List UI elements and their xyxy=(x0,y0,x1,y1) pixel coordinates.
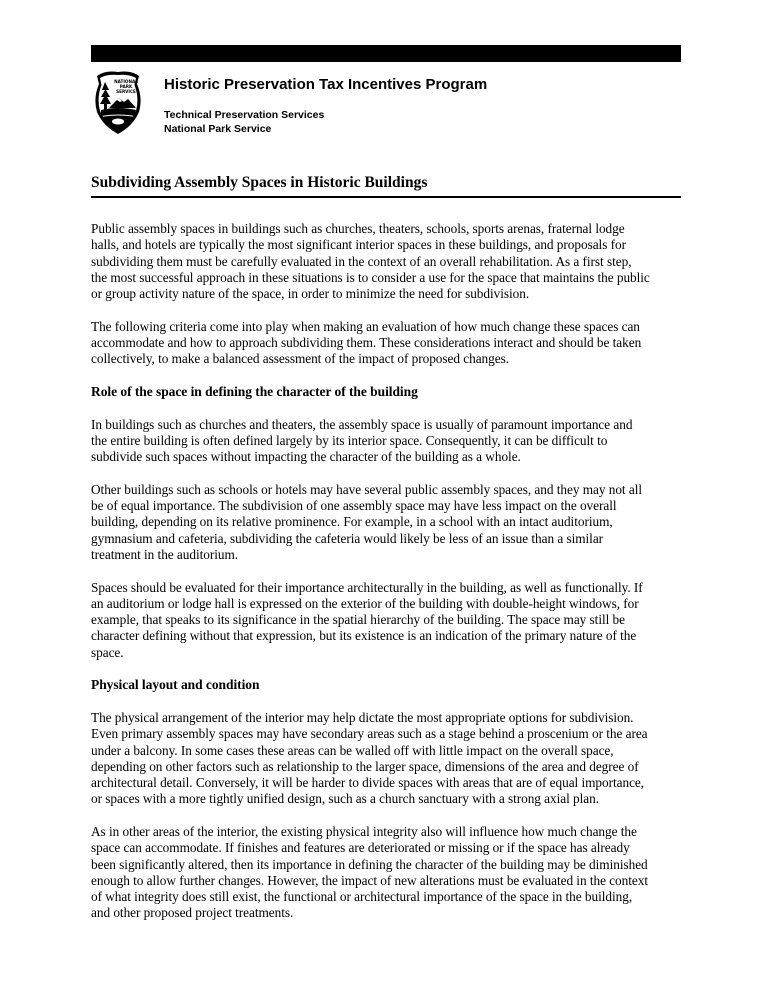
intro-paragraph-2 xyxy=(91,319,683,368)
text-line: under a balcony. In some cases these areas can be walled off with little impact on the overall space, xyxy=(91,742,614,758)
text-line: space can accommodate. If finishes and features are deteriorated or missing or if the space has already xyxy=(91,840,630,856)
svg-text:SERVICE: SERVICE xyxy=(116,89,136,94)
text-line: subdividing them must be carefully evaluated in the context of an overall rehabilitation. As a first step, xyxy=(91,253,632,269)
text-line: or group activity nature of the space, in order to minimize the need for subdivision. xyxy=(91,286,530,302)
nps-arrowhead-logo xyxy=(91,68,145,136)
text-line: The physical arrangement of the interior may help dictate the most appropriate options for subdivision. xyxy=(91,709,634,725)
text-line: gymnasium and cafeteria, subdividing the cafeteria would likely be less of an issue than a similar xyxy=(91,530,604,546)
text-line: space. xyxy=(91,644,124,660)
svg-text:PARK: PARK xyxy=(119,84,133,89)
text-line: Even primary assembly spaces may have secondary areas such as a stage behind a proscenium or the area xyxy=(91,726,648,742)
text-line: an auditorium or lodge hall is expressed on the exterior of the building with double-height windows, for xyxy=(91,595,639,611)
role-paragraph-1 xyxy=(91,417,683,466)
text-line: of what integrity does still exist, the functional or architectural importance of the space in the building, xyxy=(91,889,633,905)
text-line: the most successful approach in these situations is to consider a use for the space that maintains the public xyxy=(91,269,650,285)
role-paragraph-2 xyxy=(91,482,683,563)
text-line: Other buildings such as schools or hotels may have several public assembly spaces, and they may not all xyxy=(91,481,642,497)
text-line: In buildings such as churches and theaters, the assembly space is usually of paramount importance and xyxy=(91,416,633,432)
header-black-bar xyxy=(91,45,681,62)
role-paragraph-3 xyxy=(91,580,683,661)
text-line: architectural detail. Conversely, it will be harder to divide spaces with areas that are of equal importance, xyxy=(91,775,645,791)
text-line: As in other areas of the interior, the existing physical integrity also will influence how much change the xyxy=(91,823,637,839)
text-line: The following criteria come into play when making an evaluation of how much change these spaces can xyxy=(91,318,640,334)
layout-paragraph-1 xyxy=(91,710,683,808)
org-line-nps: National Park Service xyxy=(164,123,272,135)
title-divider xyxy=(91,196,681,198)
text-line: halls, and hotels are typically the most significant interior spaces in these buildings, and proposals for xyxy=(91,237,626,253)
text-line: and other proposed project treatments. xyxy=(91,905,294,921)
organization-block xyxy=(164,108,324,136)
text-line: collectively, to make a balanced assessment of the impact of proposed changes. xyxy=(91,351,510,367)
section-heading-layout: Physical layout and condition xyxy=(91,677,260,693)
text-line: character defining without that expression, but its existence is an indication of the primary nature of the xyxy=(91,628,637,644)
text-line: building, depending on its relative prominence. For example, in a school with an intact auditorium, xyxy=(91,514,613,530)
layout-paragraph-2 xyxy=(91,824,683,922)
section-heading-role: Role of the space in defining the character of the building xyxy=(91,383,418,399)
document-body xyxy=(91,221,683,938)
intro-paragraph-1 xyxy=(91,221,683,302)
text-line: treatment in the auditorium. xyxy=(91,546,239,562)
text-line: been significantly altered, then its importance in defining the character of the building may be diminished xyxy=(91,856,648,872)
org-line-tps: Technical Preservation Services xyxy=(164,109,325,121)
text-line: the entire building is often defined largely by its interior space. Consequently, it can be difficult to xyxy=(91,432,608,448)
text-line: depending on other factors such as relationship to the larger space, dimensions of the area and degree of xyxy=(91,758,639,774)
text-line: accommodate and how to approach subdividing them. These considerations interact and should be taken xyxy=(91,335,642,351)
svg-text:NATIONAL: NATIONAL xyxy=(114,79,138,84)
text-line: be of equal importance. The subdivision of one assembly space may have less impact on the overall xyxy=(91,498,617,514)
text-line: Public assembly spaces in buildings such as churches, theaters, schools, sports arenas, fraternal lodge xyxy=(91,221,625,236)
text-line: example, that speaks to its significance in the spatial hierarchy of the building. The space may still be xyxy=(91,612,625,628)
nps-arrowhead-icon xyxy=(91,68,145,136)
text-line: subdivide such spaces without impacting the character of the building as a whole. xyxy=(91,449,521,465)
text-line: or spaces with a more tightly unified design, such as a church sanctuary with a strong axial plan. xyxy=(91,791,599,807)
text-line: Spaces should be evaluated for their importance architecturally in the building, as well as functionally. If xyxy=(91,579,643,595)
program-title: Historic Preservation Tax Incentives Program xyxy=(164,76,488,93)
document-title: Subdividing Assembly Spaces in Historic Buildings xyxy=(91,174,428,191)
text-line: enough to allow further changes. However, the impact of new alterations must be evaluated in the context xyxy=(91,872,648,888)
